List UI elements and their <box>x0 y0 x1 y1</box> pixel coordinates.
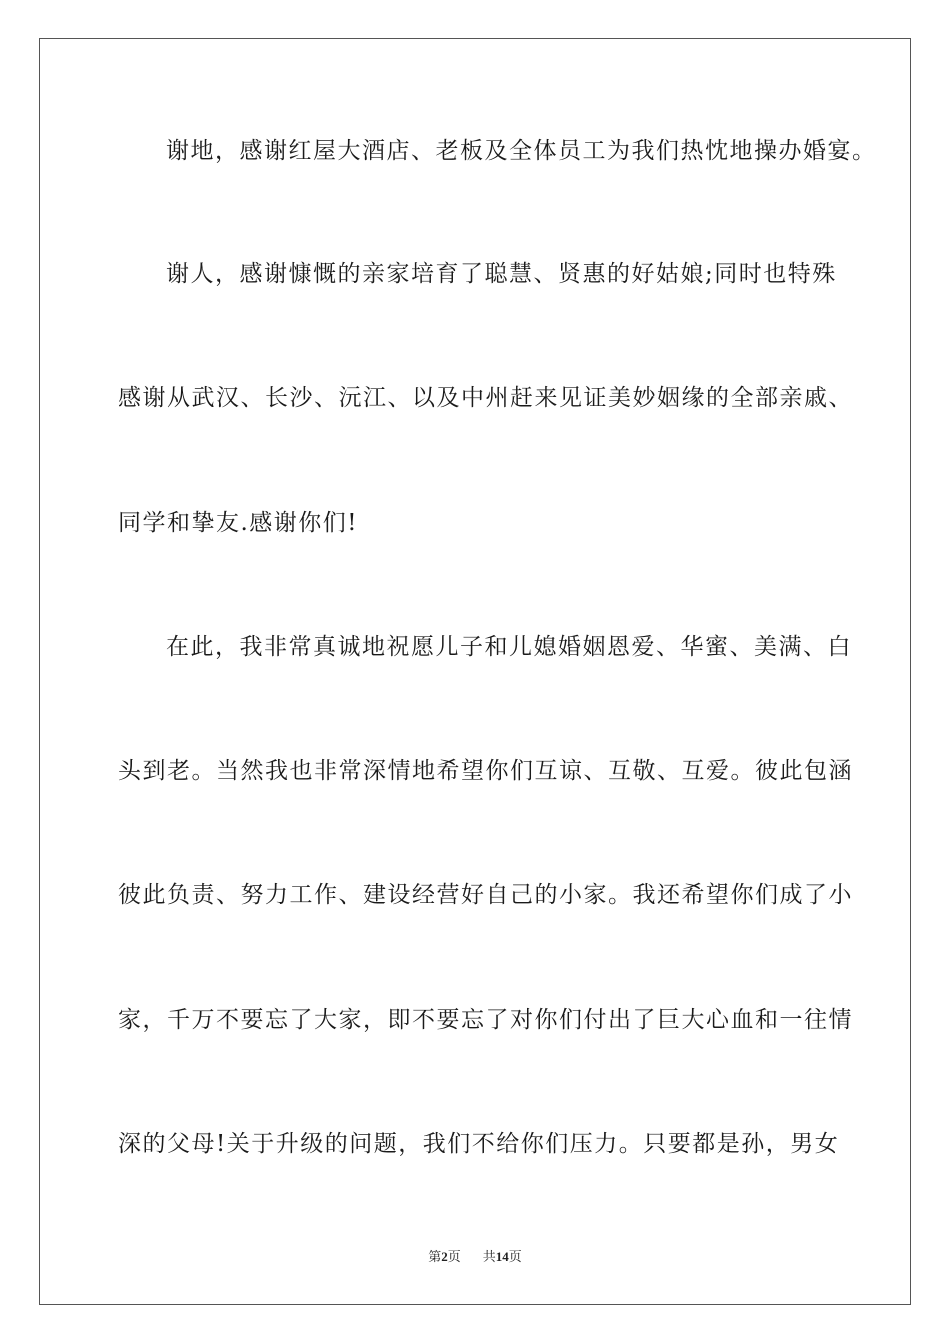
page-prefix: 第 <box>428 1249 442 1264</box>
paragraph-line-6: 头到老。当然我也非常深情地希望你们互谅、互敬、互爱。彼此包涵 <box>118 758 853 784</box>
page-footer <box>0 1248 950 1266</box>
page-suffix: 页 <box>447 1249 461 1264</box>
paragraph-line-8: 家，千万不要忘了大家，即不要忘了对你们付出了巨大心血和一往情 <box>118 1007 853 1033</box>
paragraph-line-2: 谢人，感谢慷慨的亲家培育了聪慧、贤惠的好姑娘;同时也特殊 <box>166 261 837 287</box>
paragraph-line-7: 彼此负责、努力工作、建设经营好自己的小家。我还希望你们成了小 <box>118 882 853 908</box>
total-prefix: 共 <box>482 1249 496 1264</box>
page-border <box>39 38 911 1305</box>
total-page-number: 14 <box>495 1249 509 1264</box>
paragraph-line-4: 同学和挚友.感谢你们! <box>118 510 359 536</box>
paragraph-line-1: 谢地，感谢红屋大酒店、老板及全体员工为我们热忱地操办婚宴。 <box>166 138 877 164</box>
total-suffix: 页 <box>508 1249 522 1264</box>
current-page-number: 2 <box>441 1249 448 1264</box>
paragraph-line-3: 感谢从武汉、长沙、沅江、以及中州赶来见证美妙姻缘的全部亲戚、 <box>118 385 853 411</box>
paragraph-line-5: 在此，我非常真诚地祝愿儿子和儿媳婚姻恩爱、华蜜、美满、白 <box>166 634 852 660</box>
paragraph-line-9: 深的父母!关于升级的问题，我们不给你们压力。只要都是孙，男女 <box>118 1131 840 1157</box>
